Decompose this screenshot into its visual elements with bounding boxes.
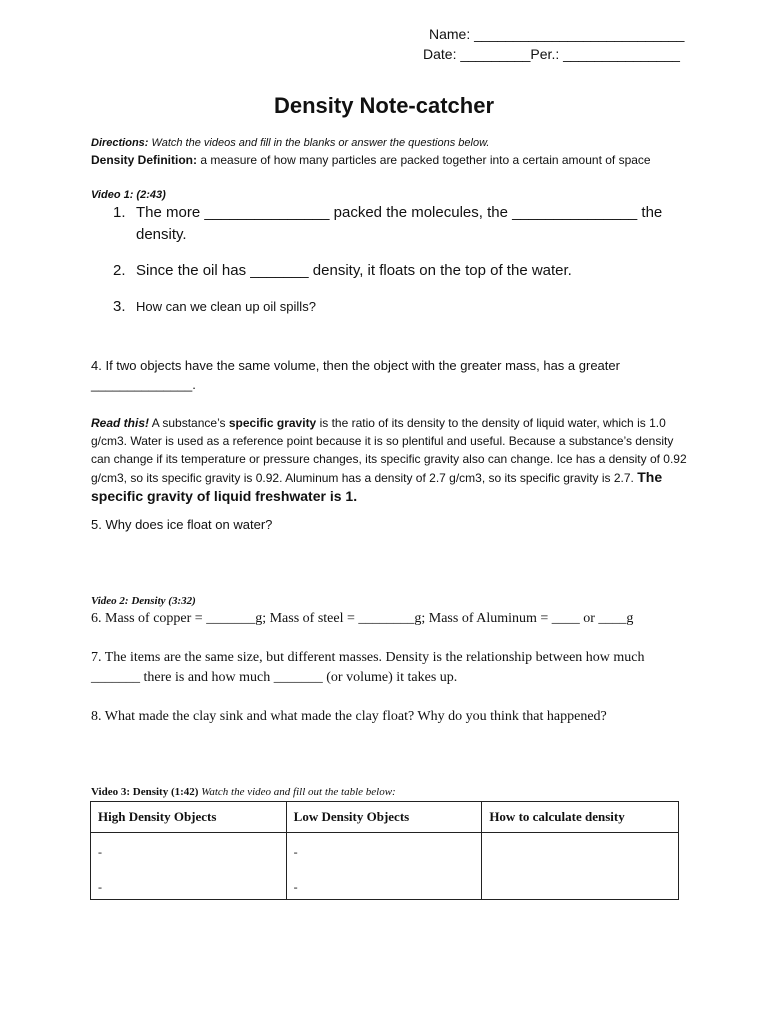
- q2-number: 2.: [113, 262, 126, 279]
- specific-gravity-paragraph: [91, 414, 691, 506]
- read-this-seg1: A substance’s: [149, 416, 229, 430]
- name-field-line: Name: ___________________________: [429, 26, 685, 42]
- density-definition: [91, 153, 651, 167]
- low-density-cell[interactable]: [286, 833, 482, 900]
- definition-text: a measure of how many particles are packed together into a certain amount of space: [197, 153, 651, 167]
- specific-gravity-term: specific gravity: [228, 416, 317, 430]
- q7-line1: 7. The items are the same size, but different masses. Density is the relationship between how much: [91, 650, 645, 665]
- q4-line2: ______________.: [91, 377, 196, 392]
- date-period-field-line: Date: _________Per.: _______________: [423, 46, 680, 62]
- table-header-row: [91, 802, 679, 833]
- q1-line1: The more _______________ packed the molecules, the _______________ the: [136, 204, 663, 221]
- specific-gravity-emphasis: The specific gravity of liquid freshwater is 1.: [91, 469, 663, 504]
- definition-label: Density Definition:: [91, 153, 198, 167]
- video1-label: Video 1: (2:43): [91, 189, 166, 201]
- video3-heading: [91, 786, 396, 798]
- q8-text: 8. What made the clay sink and what made the clay float? Why do you think that happened?: [91, 709, 607, 724]
- calculate-density-header: How to calculate density: [482, 802, 679, 833]
- high-density-header: High Density Objects: [91, 802, 287, 833]
- list-bullet: -: [293, 880, 298, 894]
- low-density-header: Low Density Objects: [286, 802, 482, 833]
- read-this-seg2: is the ratio of its density to the density of liquid water, which is 1.0 g/cm3. Water is used as a reference point because it is so plentiful and useful. Because a substance’s density can change if its temperature or pressure changes, its specific gravity also can change. Ice has a density of 0.92 g/cm3, so its specific gravity is 0.92. Aluminum has a density of 2.7 g/cm3, so its specific gravity is 2.7.: [91, 416, 687, 485]
- calculate-density-cell[interactable]: [482, 833, 679, 900]
- list-bullet: -: [98, 845, 102, 859]
- q3-number: 3.: [113, 298, 126, 315]
- q7-line2: _______ there is and how much _______ (or volume) it takes up.: [91, 670, 458, 685]
- density-table: [90, 801, 679, 900]
- directions: [91, 137, 489, 149]
- q5-text: 5. Why does ice float on water?: [91, 517, 273, 532]
- directions-text: Watch the videos and fill in the blanks or answer the questions below.: [148, 137, 490, 149]
- table-row: [91, 833, 679, 900]
- q2-line1: Since the oil has _______ density, it floats on the top of the water.: [136, 262, 572, 279]
- list-bullet: -: [98, 880, 102, 894]
- read-this-label: Read this!: [91, 416, 150, 430]
- video3-label: Video 3: Density (1:42): [91, 786, 199, 798]
- high-density-cell[interactable]: [91, 833, 287, 900]
- video2-label: Video 2: Density (3:32): [91, 595, 196, 607]
- q1-line2: density.: [136, 226, 187, 243]
- q3-line1: How can we clean up oil spills?: [136, 299, 316, 314]
- q1-number: 1.: [113, 204, 126, 221]
- q4-line1: 4. If two objects have the same volume, then the object with the greater mass, has a greater: [91, 358, 620, 373]
- q6-text: 6. Mass of copper = _______g; Mass of steel = ________g; Mass of Aluminum = ____ or ____g: [91, 611, 634, 626]
- list-bullet: -: [293, 845, 298, 859]
- video3-instruction: Watch the video and fill out the table below:: [198, 786, 396, 798]
- directions-label: Directions:: [91, 137, 149, 149]
- page-title: Density Note-catcher: [273, 93, 495, 118]
